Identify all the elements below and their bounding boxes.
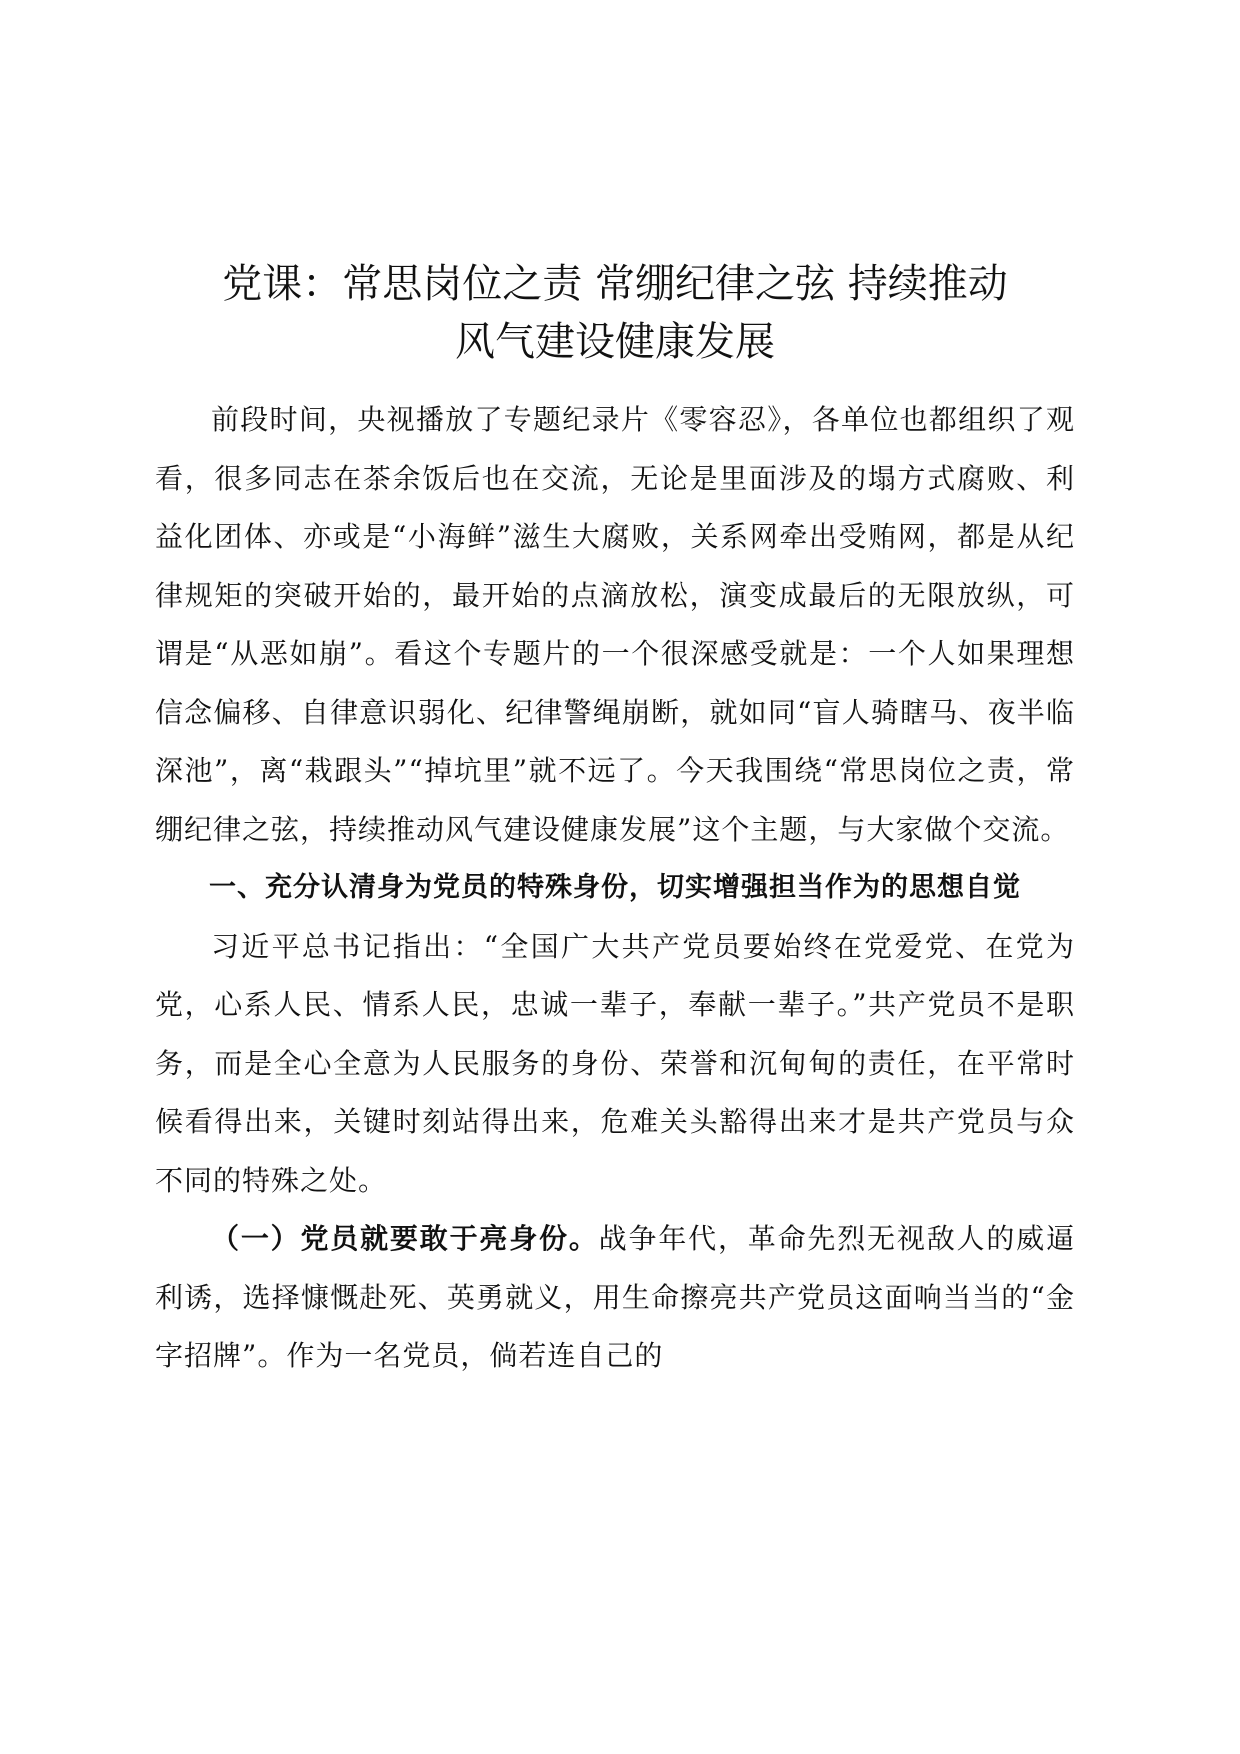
quote-paragraph: 习近平总书记指出：“全国广大共产党员要始终在党爱党、在党为党，心系人民、情系人民，忠诚一辈子，奉献一辈子。”共产党员不是职务，而是全心全意为人民服务的身份、荣誉和沉甸甸的责任，在平常时候看得出来，关键时刻站得出来，危难关头豁得出来才是共产党员与众不同的特殊之处。 bbox=[155, 929, 1075, 1197]
document-title bbox=[155, 255, 1075, 371]
subsection-lead: （一）党员就要敢于亮身份。 bbox=[211, 1222, 599, 1255]
document-content bbox=[155, 255, 1075, 1386]
subsection-text: 战争年代，革命先烈无视敌人的威逼利诱，选择慷慨赴死、英勇就义，用生命擦亮共产党员这面响当当的“金字招牌”。作为一名党员，倘若连自己的 bbox=[155, 1222, 1075, 1372]
document-body bbox=[155, 391, 1075, 1386]
intro-paragraph: 前段时间，央视播放了专题纪录片《零容忍》，各单位也都组织了观看，很多同志在茶余饭后也在交流，无论是里面涉及的塌方式腐败、利益化团体、亦或是“小海鲜”滋生大腐败，关系网牵出受贿网，都是从纪律规矩的突破开始的，最开始的点滴放松，演变成最后的无限放纵，可谓是“从恶如崩”。看这个专题片的一个很深感受就是：一个人如果理想信念偏移、自律意识弱化、纪律警绳崩断，就如同“盲人骑瞎马、夜半临深池”，离“栽跟头”“掉坑里”就不远了。今天我围绕“常思岗位之责，常绷纪律之弦，持续推动风气建设健康发展”这个主题，与大家做个交流。 bbox=[155, 403, 1075, 846]
title-line-1: 党课：常思岗位之责 常绷纪律之弦 持续推动 bbox=[222, 261, 1008, 307]
title-line-2: 风气建设健康发展 bbox=[455, 319, 775, 365]
section-heading-1: 一、充分认清身为党员的特殊身份，切实增强担当作为的思想自觉 bbox=[209, 872, 1021, 903]
subsection-paragraph-1 bbox=[155, 1210, 1075, 1386]
